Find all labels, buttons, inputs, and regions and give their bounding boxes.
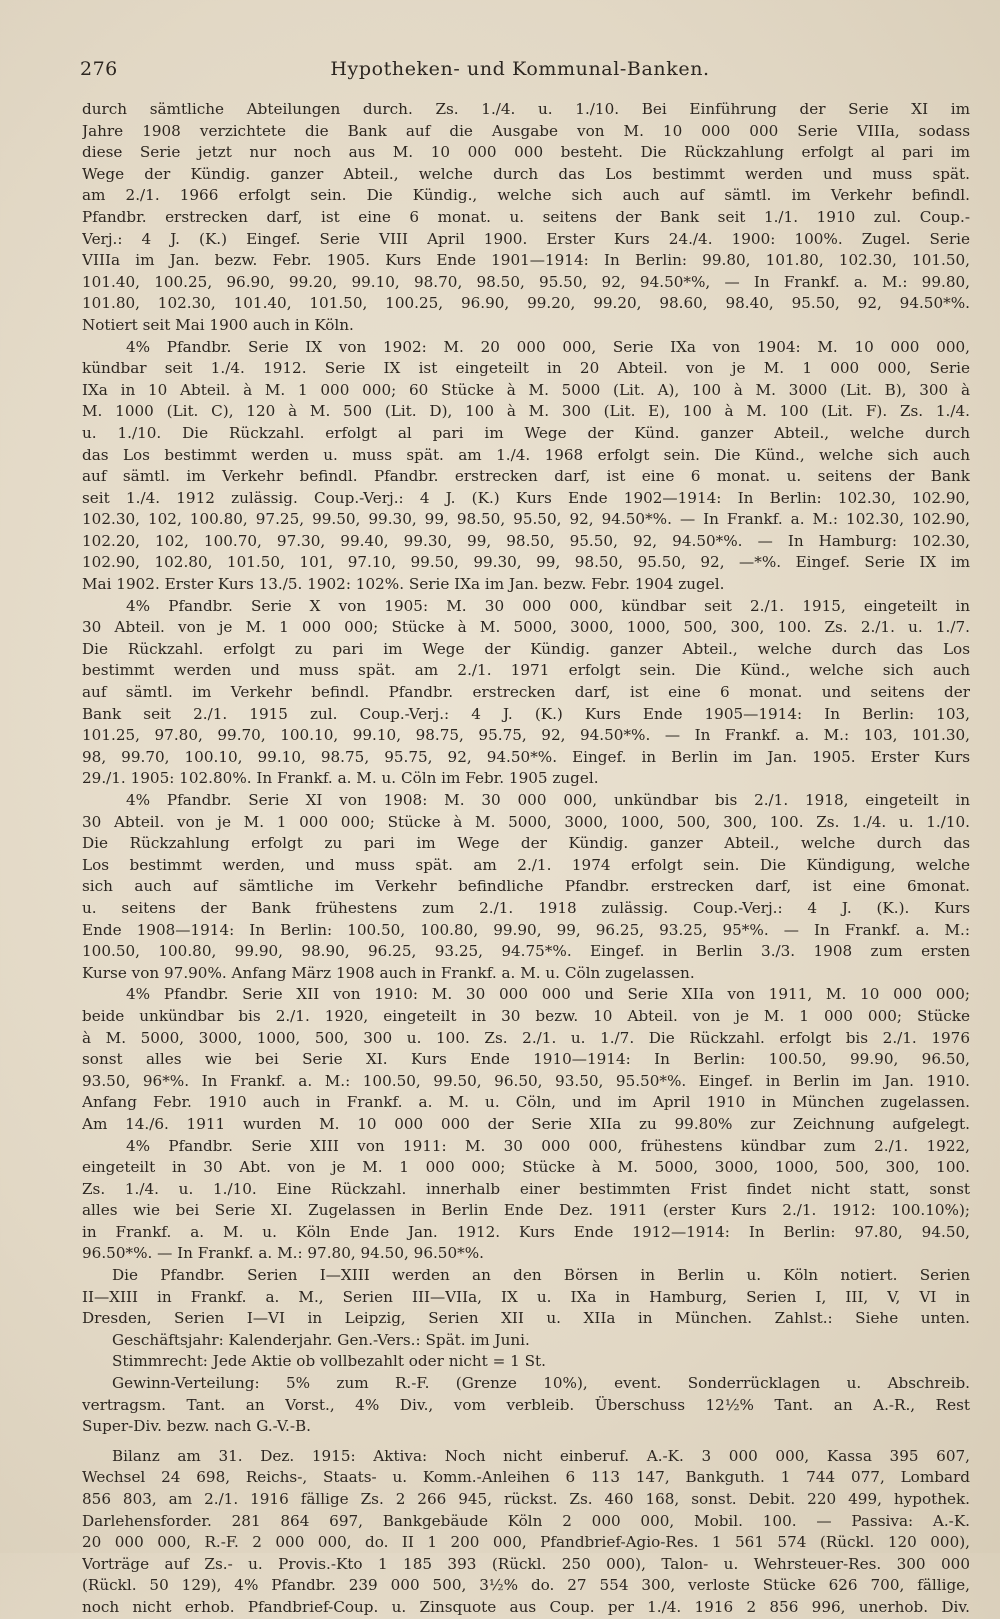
text-line: (Rückl. 50 129), 4% Pfandbr. 239 000 500, 3½% do. 27 554 300, verloste Stücke 626 700, fällige,	[82, 1576, 970, 1595]
text-line: beide unkündbar bis 2./1. 1920, eingeteilt in 30 bezw. 10 Abteil. von je M. 1 000 000; Stücke	[82, 1006, 970, 1025]
text-line: 100.50, 100.80, 99.90, 98.90, 96.25, 93.25, 94.75*%. Eingef. in Berlin 3./3. 1908 zum ersten	[82, 942, 970, 961]
text-line: Verj.: 4 J. (K.) Eingef. Serie VIII April 1900. Erster Kurs 24./4. 1900: 100%. Zugel. Serie	[82, 229, 970, 248]
text-line: 101.80, 102.30, 101.40, 101.50, 100.25, 96.90, 99.20, 99.20, 98.60, 98.40, 95.50, 92, 94.50*%.	[82, 294, 970, 313]
text-line: Die Pfandbr. Serien I—XIII werden an den Börsen in Berlin u. Köln notiert. Serien	[112, 1266, 970, 1285]
text-line: Am 14./6. 1911 wurden M. 10 000 000 der Serie XIIa zu 99.80% zur Zeichnung aufgelegt.	[82, 1114, 970, 1133]
text-line: 4% Pfandbr. Serie X von 1905: M. 30 000 000, kündbar seit 2./1. 1915, eingeteilt in	[126, 596, 970, 615]
text-line: Geschäftsjahr: Kalenderjahr. Gen.-Vers.: Spät. im Juni.	[112, 1330, 530, 1349]
text-line: 101.25, 97.80, 99.70, 100.10, 99.10, 98.75, 95.75, 92, 94.50*%. — In Frankf. a. M.: 103, 101.30,	[82, 726, 970, 745]
text-line: Pfandbr. erstrecken darf, ist eine 6 monat. u. seitens der Bank seit 1./1. 1910 zul. Coup.-	[82, 207, 970, 226]
text-line: Die Rückzahl. erfolgt zu pari im Wege der Kündig. ganzer Abteil., welche durch das Los	[82, 639, 970, 658]
text-line: eingeteilt in 30 Abt. von je M. 1 000 000; Stücke à M. 5000, 3000, 1000, 500, 300, 100.	[82, 1158, 970, 1177]
text-line: Zs. 1./4. u. 1./10. Eine Rückzahl. innerhalb einer bestimmten Frist findet nicht statt, sonst	[82, 1179, 970, 1198]
text-line: à M. 5000, 3000, 1000, 500, 300 u. 100. Zs. 2./1. u. 1./7. Die Rückzahl. erfolgt bis 2./1. 1976	[82, 1028, 970, 1047]
text-line: 96.50*%. — In Frankf. a. M.: 97.80, 94.50, 96.50*%.	[82, 1244, 484, 1263]
text-line: vertragsm. Tant. an Vorst., 4% Div., vom verbleib. Überschuss 12½% Tant. an A.-R., Rest	[82, 1395, 970, 1414]
text-line: diese Serie jetzt nur noch aus M. 10 000 000 besteht. Die Rückzahlung erfolgt al pari im	[82, 143, 970, 162]
text-line: 102.90, 102.80, 101.50, 101, 97.10, 99.50, 99.30, 99, 98.50, 95.50, 92, —*%. Eingef. Serie IX im	[82, 553, 970, 572]
text-line: seit 1./4. 1912 zulässig. Coup.-Verj.: 4 J. (K.) Kurs Ende 1902—1914: In Berlin: 102.30, 102.90,	[82, 488, 970, 507]
text-line: 4% Pfandbr. Serie XI von 1908: M. 30 000 000, unkündbar bis 2./1. 1918, eingeteilt in	[126, 791, 970, 809]
text-line: Vorträge auf Zs.- u. Provis.-Kto 1 185 393 (Rückl. 250 000), Talon- u. Wehrsteuer-Res. 300 000	[82, 1554, 970, 1573]
text-line: kündbar seit 1./4. 1912. Serie IX ist eingeteilt in 20 Abteil. von je M. 1 000 000, Serie	[82, 359, 970, 378]
running-title: Hypotheken- und Kommunal-Banken.	[330, 58, 710, 80]
text-line: das Los bestimmt werden u. muss spät. am 1./4. 1968 erfolgt sein. Die Künd., welche sich auch	[82, 445, 970, 464]
text-line: bestimmt werden und muss spät. am 2./1. 1971 erfolgt sein. Die Künd., welche sich auch	[82, 661, 970, 680]
text-line: u. 1./10. Die Rückzahl. erfolgt al pari im Wege der Künd. ganzer Abteil., welche durch	[82, 423, 970, 442]
text-line: 93.50, 96*%. In Frankf. a. M.: 100.50, 99.50, 96.50, 93.50, 95.50*%. Eingef. in Berlin im Jan. 1910.	[82, 1071, 970, 1090]
text-line: Mai 1902. Erster Kurs 13./5. 1902: 102%. Serie IXa im Jan. bezw. Febr. 1904 zugel.	[82, 575, 725, 594]
text-line: 20 000 000, R.-F. 2 000 000, do. II 1 200 000, Pfandbrief-Agio-Res. 1 561 574 (Rückl. 120 000),	[82, 1533, 970, 1552]
text-line: auf sämtl. im Verkehr befindl. Pfandbr. erstrecken darf, ist eine 6 monat. und seitens der	[82, 683, 970, 702]
text-line: durch sämtliche Abteilungen durch. Zs. 1./4. u. 1./10. Bei Einführung der Serie XI im	[82, 100, 970, 118]
text-line: 29./1. 1905: 102.80%. In Frankf. a. M. u. Cöln im Febr. 1905 zugel.	[82, 769, 599, 788]
text-line: Kurse von 97.90%. Anfang März 1908 auch in Frankf. a. M. u. Cöln zugelassen.	[82, 963, 695, 982]
text-line: alles wie bei Serie XI. Zugelassen in Berlin Ende Dez. 1911 (erster Kurs 2./1. 1912: 100.10%);	[82, 1201, 970, 1220]
text-line: Bank seit 2./1. 1915 zul. Coup.-Verj.: 4 J. (K.) Kurs Ende 1905—1914: In Berlin: 103,	[82, 704, 970, 723]
text-line: Bilanz am 31. Dez. 1915: Aktiva: Noch nicht einberuf. A.-K. 3 000 000, Kassa 395 607,	[112, 1446, 970, 1465]
text-line: 102.20, 102, 100.70, 97.30, 99.40, 99.30, 99, 98.50, 95.50, 92, 94.50*%. — In Hamburg: 102.30,	[82, 531, 970, 550]
text-line: 30 Abteil. von je M. 1 000 000; Stücke à M. 5000, 3000, 1000, 500, 300, 100. Zs. 2./1. u. 1./7.	[82, 618, 970, 637]
text-line: Wechsel 24 698, Reichs-, Staats- u. Komm.-Anleihen 6 113 147, Bankguth. 1 744 077, Lombard	[82, 1468, 970, 1487]
text-line: 4% Pfandbr. Serie XIII von 1911: M. 30 000 000, frühestens kündbar zum 2./1. 1922,	[126, 1136, 970, 1155]
text-line: Wege der Kündig. ganzer Abteil., welche durch das Los bestimmt werden und muss spät.	[82, 164, 970, 183]
text-line: Jahre 1908 verzichtete die Bank auf die Ausgabe von M. 10 000 000 Serie VIIIa, sodass	[82, 121, 970, 140]
text-line: Dresden, Serien I—VI in Leipzig, Serien XII u. XIIa in München. Zahlst.: Siehe unten.	[82, 1309, 970, 1328]
text-line: 4% Pfandbr. Serie XII von 1910: M. 30 000 000 und Serie XIIa von 1911, M. 10 000 000;	[126, 985, 970, 1004]
text-line: IXa in 10 Abteil. à M. 1 000 000; 60 Stücke à M. 5000 (Lit. A), 100 à M. 3000 (Lit. B), 300 à	[82, 380, 970, 399]
body-text	[82, 99, 970, 1619]
text-line: M. 1000 (Lit. C), 120 à M. 500 (Lit. D), 100 à M. 300 (Lit. E), 100 à M. 100 (Lit. F). Zs. 1./4.	[82, 402, 970, 421]
text-line: Darlehensforder. 281 864 697, Bankgebäude Köln 2 000 000, Mobil. 100. — Passiva: A.-K.	[82, 1511, 970, 1530]
text-line: u. seitens der Bank frühestens zum 2./1. 1918 zulässig. Coup.-Verj.: 4 J. (K.). Kurs	[82, 898, 970, 917]
page-number: 276	[80, 58, 118, 80]
text-line: Stimmrecht: Jede Aktie ob vollbezahlt oder nicht = 1 St.	[112, 1352, 546, 1371]
text-line: II—XIII in Frankf. a. M., Serien III—VIIa, IX u. IXa in Hamburg, Serien I, III, V, VI in	[82, 1287, 970, 1306]
text-line: Die Rückzahlung erfolgt zu pari im Wege der Kündig. ganzer Abteil., welche durch das	[82, 834, 970, 853]
text-line: noch nicht erhob. Pfandbrief-Coup. u. Zinsquote aus Coup. per 1./4. 1916 2 856 996, unerhob. Div.	[82, 1597, 970, 1616]
text-line: 4% Pfandbr. Serie IX von 1902: M. 20 000 000, Serie IXa von 1904: M. 10 000 000,	[126, 337, 970, 356]
text-line: Notiert seit Mai 1900 auch in Köln.	[82, 315, 354, 334]
text-line: 30 Abteil. von je M. 1 000 000; Stücke à M. 5000, 3000, 1000, 500, 300, 100. Zs. 1./4. u. 1./10.	[82, 812, 970, 831]
text-line: Anfang Febr. 1910 auch in Frankf. a. M. u. Cöln, und im April 1910 in München zugelassen.	[82, 1093, 970, 1112]
text-line: in Frankf. a. M. u. Köln Ende Jan. 1912. Kurs Ende 1912—1914: In Berlin: 97.80, 94.50,	[82, 1222, 970, 1241]
text-line: VIIIa im Jan. bezw. Febr. 1905. Kurs Ende 1901—1914: In Berlin: 99.80, 101.80, 102.30, 101.50,	[82, 251, 970, 270]
text-line: 856 803, am 2./1. 1916 fällige Zs. 2 266 945, rückst. Zs. 460 168, sonst. Debit. 220 499, hypothek.	[82, 1490, 970, 1508]
text-line: sonst alles wie bei Serie XI. Kurs Ende 1910—1914: In Berlin: 100.50, 99.90, 96.50,	[82, 1050, 970, 1069]
text-line: Los bestimmt werden, und muss spät. am 2./1. 1974 erfolgt sein. Die Kündigung, welche	[82, 855, 970, 874]
text-line: Super-Div. bezw. nach G.-V.-B.	[82, 1417, 311, 1436]
text-line: sich auch auf sämtliche im Verkehr befindliche Pfandbr. erstrecken darf, ist eine 6monat.	[82, 877, 970, 896]
text-line: am 2./1. 1966 erfolgt sein. Die Kündig., welche sich auch auf sämtl. im Verkehr befindl.	[82, 186, 970, 205]
text-line: 98, 99.70, 100.10, 99.10, 98.75, 95.75, 92, 94.50*%. Eingef. in Berlin im Jan. 1905. Erster Kurs	[82, 747, 970, 766]
page-header	[80, 58, 960, 88]
text-line: Gewinn-Verteilung: 5% zum R.-F. (Grenze 10%), event. Sonderrücklagen u. Abschreib.	[112, 1374, 970, 1393]
text-line: auf sämtl. im Verkehr befindl. Pfandbr. erstrecken darf, ist eine 6 monat. u. seitens der Bank	[82, 467, 970, 486]
text-line: 102.30, 102, 100.80, 97.25, 99.50, 99.30, 99, 98.50, 95.50, 92, 94.50*%. — In Frankf. a. M.: 102.30, 102.90,	[82, 510, 970, 529]
text-line: 101.40, 100.25, 96.90, 99.20, 99.10, 98.70, 98.50, 95.50, 92, 94.50*%, — In Frankf. a. M.: 99.80,	[82, 272, 970, 291]
text-line: Ende 1908—1914: In Berlin: 100.50, 100.80, 99.90, 99, 96.25, 93.25, 95*%. — In Frankf. a. M.:	[82, 920, 970, 939]
